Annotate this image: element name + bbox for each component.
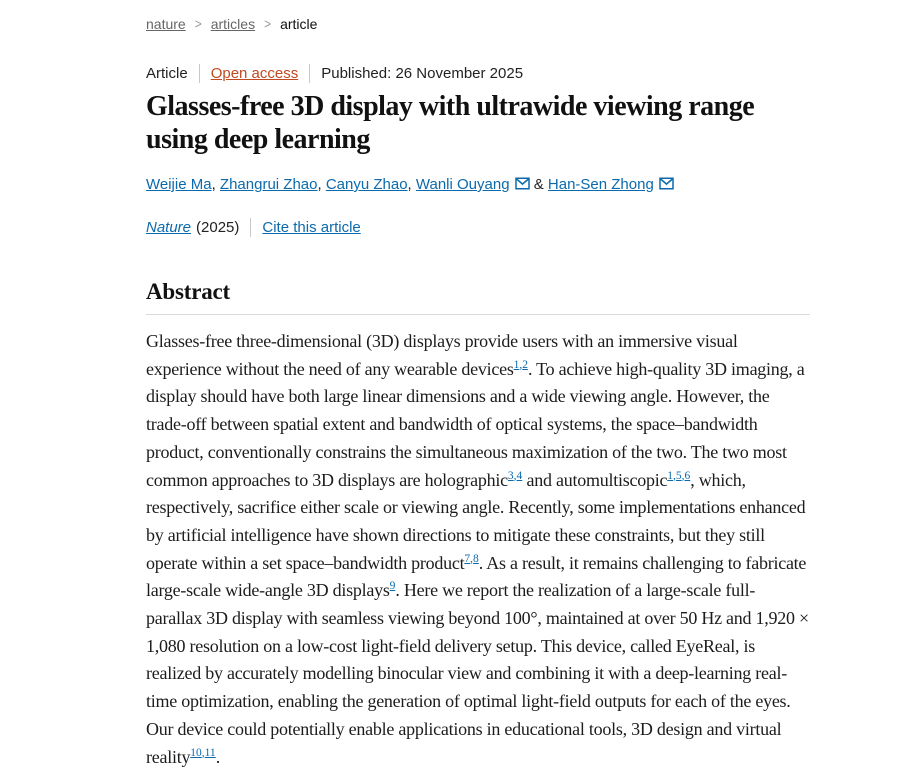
reference-link[interactable]: 6 (684, 469, 691, 482)
chevron-right-icon: > (264, 15, 272, 33)
open-access-link[interactable]: Open access (210, 65, 299, 82)
reference-link[interactable]: 3 (507, 469, 514, 482)
article-title-line1: Glasses-free 3D display with ultrawide viewing range (146, 91, 755, 122)
reference-superscript: 10,11 (190, 746, 216, 759)
abstract-section (146, 279, 810, 771)
author-link[interactable]: Zhangrui Zhao (219, 176, 318, 193)
article-page (146, 0, 810, 771)
author-link[interactable]: Canyu Zhao (325, 176, 408, 193)
abstract-text: Glasses-free three-dimensional (3D) displays provide users with an immersive visual experience without the need of any wearable devices$^{1,2}$. To achieve high-quality 3D imaging, a display should have both large linear dimensions and a wide viewing angle. However, the trade-off between spatial extent and bandwidth of optical systems, the space–bandwidth product, conventionally constrains the simultaneous maximization of the two. The two most common approaches to 3D displays are holographic$^{3,4}$ and automultiscopic$^{1,5,6}$, which, respectively, sacrifice either scale or viewing angle. Recently, some implementations enhanced by artificial intelligence have shown directions to mitigate these constraints, but they still operate within a set space–bandwidth product$^{7,8}$. As a result, it remains challenging to fabricate large-scale wide-angle 3D displays$^9$. Here we report the realization of a large-scale full-parallax 3D display with seamless viewing beyond 100°, maintained at over 50 Hz and 1,920 × 1,080 resolution on a low-cost light-field delivery setup. This device, called EyeReal, is realized by accurately modelling binocular view and combining it with a deep-learning real-time optimization, enabling the generation of optimal light-field outputs for each of the eyes. Our device could potentially enable applications in educational tools, 3D design and virtual reality$^{10,11}$. (146, 331, 809, 767)
reference-link[interactable]: 1 (667, 469, 673, 482)
reference-link[interactable]: 8 (473, 552, 479, 565)
breadcrumb-current: article (280, 16, 318, 32)
reference-link[interactable]: 2 (522, 358, 528, 371)
article-type-label: Article (146, 65, 188, 82)
article-title (146, 90, 810, 156)
reference-link[interactable]: 4 (516, 469, 523, 482)
reference-link[interactable]: 9 (389, 580, 396, 593)
reference-superscript: 1,5,6 (667, 469, 691, 482)
article-title-line2: using deep learning (146, 124, 370, 155)
abstract-heading: Abstract (146, 279, 230, 304)
reference-link[interactable]: 5 (675, 469, 682, 482)
breadcrumb-link-articles[interactable]: articles (210, 16, 256, 32)
journal-link[interactable]: Nature (146, 219, 192, 236)
separator-bar (199, 64, 200, 83)
reference-superscript: 7,8 (464, 552, 479, 565)
reference-superscript (390, 580, 396, 592)
author-link[interactable]: Weijie Ma (146, 176, 212, 193)
reference-link[interactable]: 7 (464, 552, 471, 565)
reference-link[interactable]: 1 (513, 358, 520, 371)
journal-year: (2025) (196, 219, 240, 236)
email-icon[interactable] (659, 176, 674, 193)
author-link[interactable]: Han-Sen Zhong (547, 176, 654, 193)
abstract-divider (146, 314, 810, 315)
separator-bar (250, 218, 251, 237)
reference-link[interactable]: 11 (204, 746, 216, 759)
reference-link[interactable]: 10 (190, 746, 202, 759)
author-link[interactable]: Wanli Ouyang (415, 176, 510, 193)
breadcrumb (146, 16, 810, 32)
citation-line (146, 218, 810, 237)
reference-superscript: 1,2 (513, 358, 528, 371)
published-date: Published: 26 November 2025 (321, 65, 524, 82)
breadcrumb-link-nature[interactable]: nature (146, 16, 186, 32)
article-meta (146, 64, 810, 83)
author-list: Weijie Ma, Zhangrui Zhao, Canyu Zhao, Wanli Ouyang & Han-Sen Zhong (146, 176, 810, 193)
chevron-right-icon: > (194, 15, 202, 33)
reference-superscript: 3,4 (507, 469, 523, 482)
email-icon[interactable] (515, 176, 530, 193)
separator-bar (309, 64, 310, 83)
cite-article-link[interactable]: Cite this article (262, 219, 361, 236)
